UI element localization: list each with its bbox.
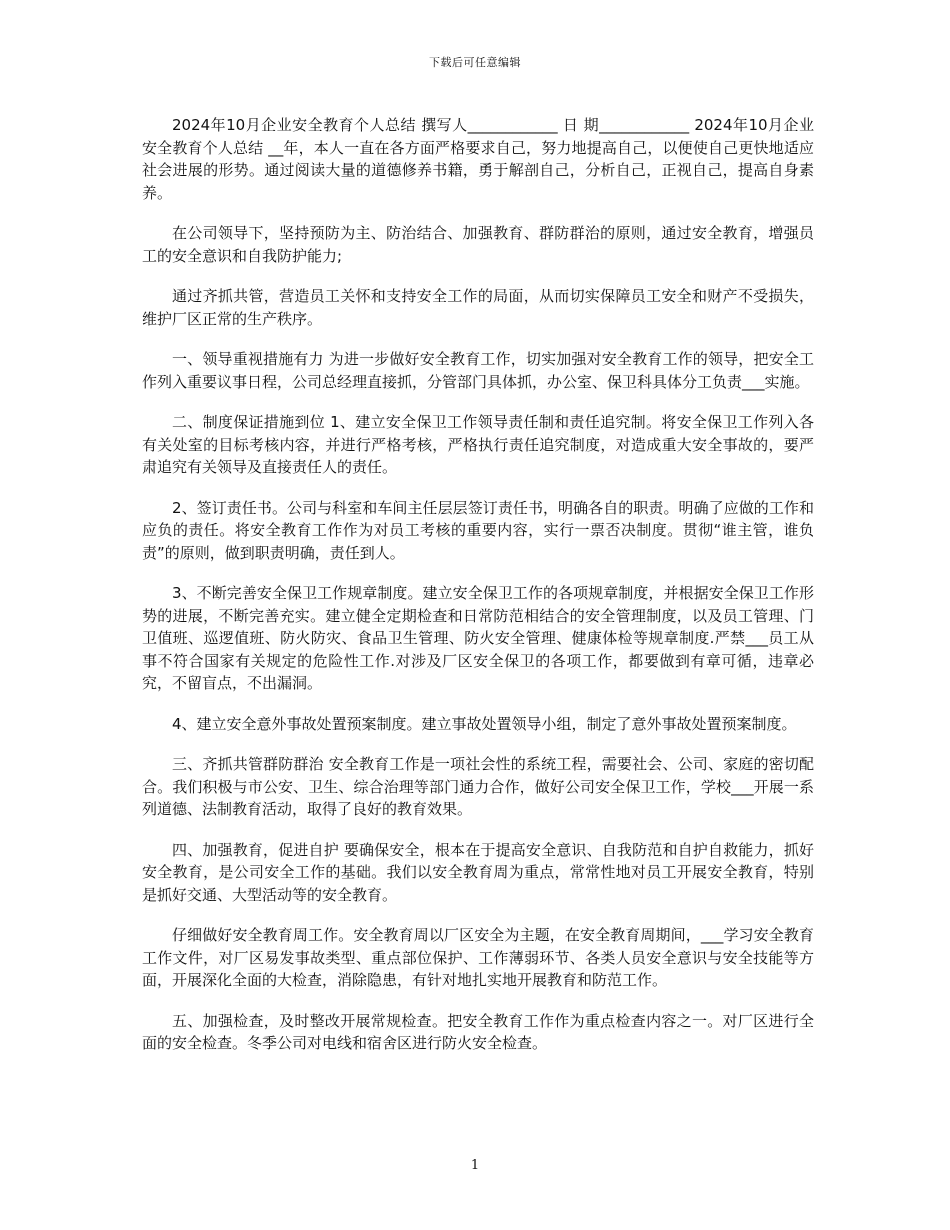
paragraph-regulations: 3、不断完善安全保卫工作规章制度。建立安全保卫工作的各项规章制度，并根据安全保卫工作形势的进展，不断完善充实。建立健全定期检查和日常防范相结合的安全管理制度，以及员工管理、门卫值班、巡逻值班、防火防灾、食品卫生管理、防火安全管理、健康体检等规章制度.严禁___员工从事不符合国家有关规定的危险性工作.对涉及厂区安全保卫的各项工作，都要做到有章可循，违章必究，不留盲点，不出漏洞。 xyxy=(142,584,814,692)
paragraph-section-four: 四、加强教育，促进自护 要确保安全，根本在于提高安全意识、自我防范和自护自救能力，抓好安全教育，是公司安全工作的基础。我们以安全教育周为重点，常常性地对员工开展安全教育，特别是抓好交通、大型活动等的安全教育。 xyxy=(142,840,814,904)
paragraph-section-five: 五、加强检查，及时整改开展常规检查。把安全教育工作作为重点检查内容之一。对厂区进行全面的安全检查。冬季公司对电线和宿舍区进行防火安全检查。 xyxy=(142,1011,814,1052)
paragraph-section-two: 二、制度保证措施到位 1、建立安全保卫工作领导责任制和责任追究制。将安全保卫工作列入各有关处室的目标考核内容，并进行严格考核，严格执行责任追究制度，对造成重大安全事故的，要严肃追究有关领导及直接责任人的责任。 xyxy=(142,413,814,476)
document-body xyxy=(142,114,814,1073)
paragraph-section-three: 三、齐抓共管群防群治 安全教育工作是一项社会性的系统工程，需要社会、公司、家庭的密切配合。我们积极与市公安、卫生、综合治理等部门通力合作，做好公司安全保卫工作，学校___开展一系列道德、法制教育活动，取得了良好的教育效果。 xyxy=(142,755,814,818)
paragraph-education-week: 仔细做好安全教育周工作。安全教育周以厂区安全为主题，在安全教育周期间，___学习安全教育工作文件，对厂区易发事故类型、重点部位保护、工作薄弱环节、各类人员安全意识与安全技能等方面，开展深化全面的大检查，消除隐患，有针对地扎实地开展教育和防范工作。 xyxy=(142,926,814,989)
paragraph-principle: 在公司领导下，坚持预防为主、防治结合、加强教育、群防群治的原则，通过安全教育，增强员工的安全意识和自我防护能力; xyxy=(142,224,814,265)
paragraph-emergency-plan: 4、建立安全意外事故处置预案制度。建立事故处置领导小组，制定了意外事故处置预案制度。 xyxy=(172,714,797,733)
paragraph-joint-management: 通过齐抓共管，营造员工关怀和支持安全工作的局面，从而切实保障员工安全和财产不受损失，维护厂区正常的生产秩序。 xyxy=(142,287,814,328)
paragraph-section-one: 一、领导重视措施有力 为进一步做好安全教育工作，切实加强对安全教育工作的领导，把安全工作列入重要议事日程，公司总经理直接抓，分管部门具体抓，办公室、保卫科具体分工负责___实施。 xyxy=(142,350,814,391)
paragraph-intro: 2024年10月企业安全教育个人总结 撰写人____________ 日 期____________ 2024年10月企业安全教育个人总结 __年，本人一直在各方面严格要求自己，努力地提高自己，以便使自己更快地适应社会进展的形势。通过阅读大量的道德修养书籍，勇于解剖自己，分析自己，正视自己，提高自身素养。 xyxy=(142,116,814,202)
page-header: 下载后可任意编辑 xyxy=(429,56,521,69)
paragraph-responsibility: 2、签订责任书。公司与科室和车间主任层层签订责任书，明确各自的职责。明确了应做的工作和应负的责任。将安全教育工作作为对员工考核的重要内容，实行一票否决制度。贯彻“谁主管，谁负责”的原则，做到职责明确，责任到人。 xyxy=(142,498,814,562)
page-number: 1 xyxy=(470,1158,480,1173)
